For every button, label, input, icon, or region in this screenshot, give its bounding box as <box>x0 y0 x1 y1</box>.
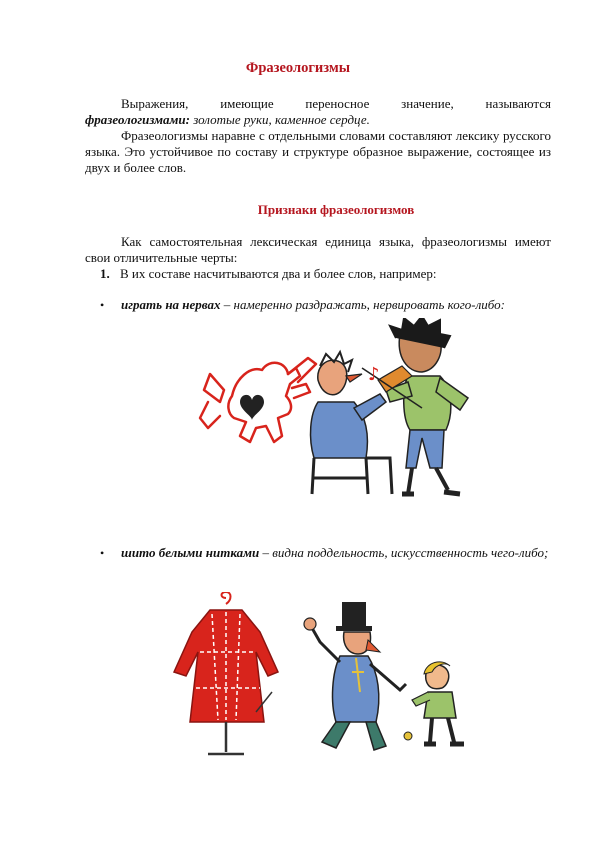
white-thread-illustration <box>160 592 480 762</box>
coin-icon <box>404 732 412 740</box>
numbered-item-1 <box>100 266 560 282</box>
intro-second-line <box>85 112 551 128</box>
intro-first-line <box>85 96 551 112</box>
red-dress-on-stand <box>174 592 278 754</box>
word: называются <box>485 96 551 111</box>
example-meaning: намеренно раздражать, нервировать кого-либо: <box>233 297 505 312</box>
item-number: 1. <box>100 266 110 281</box>
bullet-icon: • <box>100 546 105 560</box>
term-phraseologisms: фразеологизмами: <box>85 112 190 127</box>
item-text: В их составе насчитываются два и более слов, например: <box>120 266 437 281</box>
magician <box>304 602 412 750</box>
bullet-icon: • <box>100 298 105 312</box>
example-phrase: шито белыми нитками <box>121 545 260 560</box>
child <box>412 662 464 744</box>
word: значение, <box>401 96 454 111</box>
word: имеющие <box>220 96 274 111</box>
page-title: Фразеологизмы <box>245 60 351 76</box>
intro-paragraph-2: Фразеологизмы наравне с отдельными словами составляют лексику русского языка. Это устойчивое по составу и структуре образное выражение, состоящее из двух и более слов. <box>85 128 551 175</box>
word: переносное <box>305 96 370 111</box>
word: Выражения, <box>121 96 189 111</box>
example-item-2 <box>100 545 555 581</box>
example-phrase: играть на нервах <box>121 297 221 312</box>
example-text <box>121 297 553 313</box>
features-intro: Как самостоятельная лексическая единица языка, фразеологизмы имеют свои отличительные черты: <box>85 234 551 265</box>
example-item-1 <box>100 297 555 315</box>
music-note-icon: ♪ <box>368 364 380 385</box>
term-examples: золотые руки, каменное сердце. <box>189 112 370 127</box>
example-dash: – <box>220 297 234 312</box>
section-subtitle: Признаки фразеологизмов <box>257 202 415 217</box>
example-dash: – <box>259 545 273 560</box>
example-text <box>121 545 553 561</box>
nerves-illustration <box>190 318 490 508</box>
seated-man <box>311 352 392 494</box>
heart-icon <box>240 395 264 420</box>
intro-paragraph-1 <box>85 96 551 128</box>
example-meaning: видна поддельность, искусственность чего-либо; <box>272 545 549 560</box>
